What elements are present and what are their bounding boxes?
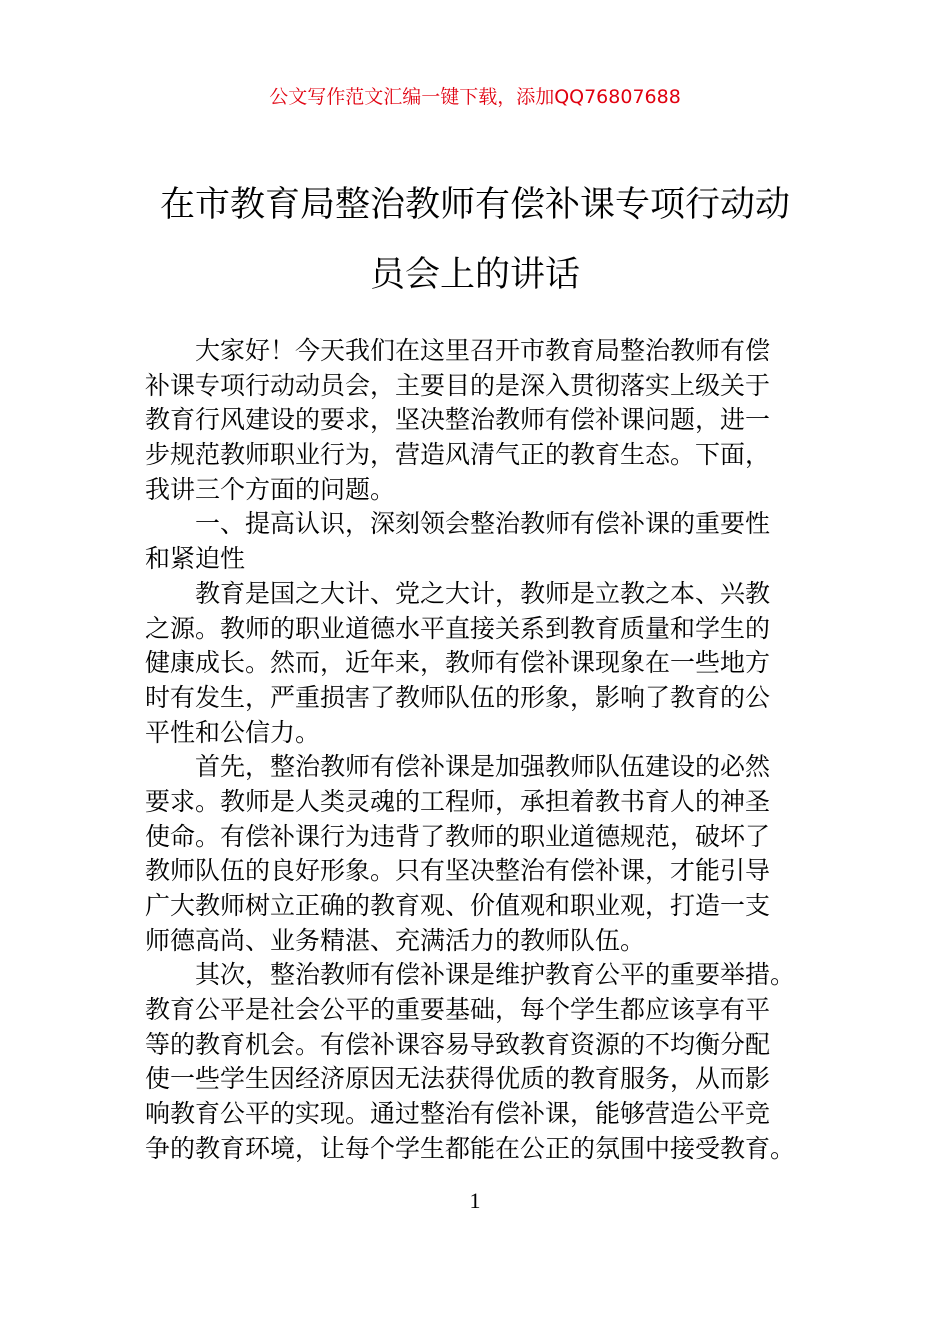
- document-body: [145, 334, 810, 1167]
- title-line-2: 员会上的讲话: [369, 255, 580, 295]
- paragraph-line: 我讲三个方面的问题。: [145, 474, 396, 504]
- paragraph-line: 时有发生，严重损害了教师队伍的形象，影响了教育的公: [145, 682, 771, 712]
- paragraph: [145, 750, 810, 958]
- document-title: [0, 170, 950, 310]
- paragraph: [145, 958, 810, 1166]
- paragraph-line: 平性和公信力。: [145, 717, 321, 747]
- paragraph-line: 首先，整治教师有偿补课是加强教师队伍建设的必然: [195, 752, 771, 782]
- paragraph-line: 教育是国之大计、党之大计，教师是立教之本、兴教: [195, 578, 771, 608]
- paragraph-line: 补课专项行动动员会，主要目的是深入贯彻落实上级关于: [145, 370, 771, 400]
- paragraph-line: 之源。教师的职业道德水平直接关系到教育质量和学生的: [145, 613, 771, 643]
- paragraph-line: 广大教师树立正确的教育观、价值观和职业观，打造一支: [145, 891, 771, 920]
- paragraph-line: 响教育公平的实现。通过整治有偿补课，能够营造公平竞: [145, 1099, 771, 1129]
- paragraph-line: 教育行风建设的要求，坚决整治教师有偿补课问题，进一: [145, 405, 771, 435]
- paragraph-line: 教育公平是社会公平的重要基础，每个学生都应该享有平: [145, 995, 771, 1025]
- paragraph-line: 使命。有偿补课行为违背了教师的职业道德规范，破坏了: [145, 821, 771, 851]
- paragraph: [145, 577, 810, 750]
- paragraph-line: 师德高尚、业务精湛、充满活力的教师队伍。: [145, 925, 646, 955]
- title-line-1: 在市教育局整治教师有偿补课专项行动动: [159, 185, 790, 225]
- paragraph-line: 一、提高认识，深刻领会整治教师有偿补课的重要性: [195, 509, 771, 539]
- paragraph-line: 其次，整治教师有偿补课是维护教育公平的重要举措。: [195, 960, 796, 990]
- paragraph-line: 教师队伍的良好形象。只有坚决整治有偿补课，才能引导: [145, 856, 771, 886]
- paragraph-line: 大家好！今天我们在这里召开市教育局整治教师有偿: [195, 336, 771, 365]
- paragraph-line: 使一些学生因经济原因无法获得优质的教育服务，从而影: [145, 1064, 771, 1094]
- paragraph-line: 要求。教师是人类灵魂的工程师，承担着教书育人的神圣: [145, 786, 771, 816]
- paragraph-line: 和紧迫性: [145, 544, 246, 574]
- paragraph-line: 争的教育环境，让每个学生都能在公正的氛围中接受教育。: [145, 1133, 796, 1163]
- paragraph: [145, 334, 810, 507]
- paragraph-line: 步规范教师职业行为，营造风清气正的教育生态。下面，: [145, 440, 771, 470]
- page-number: 1: [469, 1188, 481, 1213]
- paragraph: [145, 507, 810, 576]
- paragraph-line: 健康成长。然而，近年来，教师有偿补课现象在一些地方: [145, 648, 771, 678]
- paragraph-line: 等的教育机会。有偿补课容易导致教育资源的不均衡分配: [145, 1029, 771, 1059]
- download-banner: 公文写作范文汇编一键下载，添加QQ76807688: [269, 86, 681, 108]
